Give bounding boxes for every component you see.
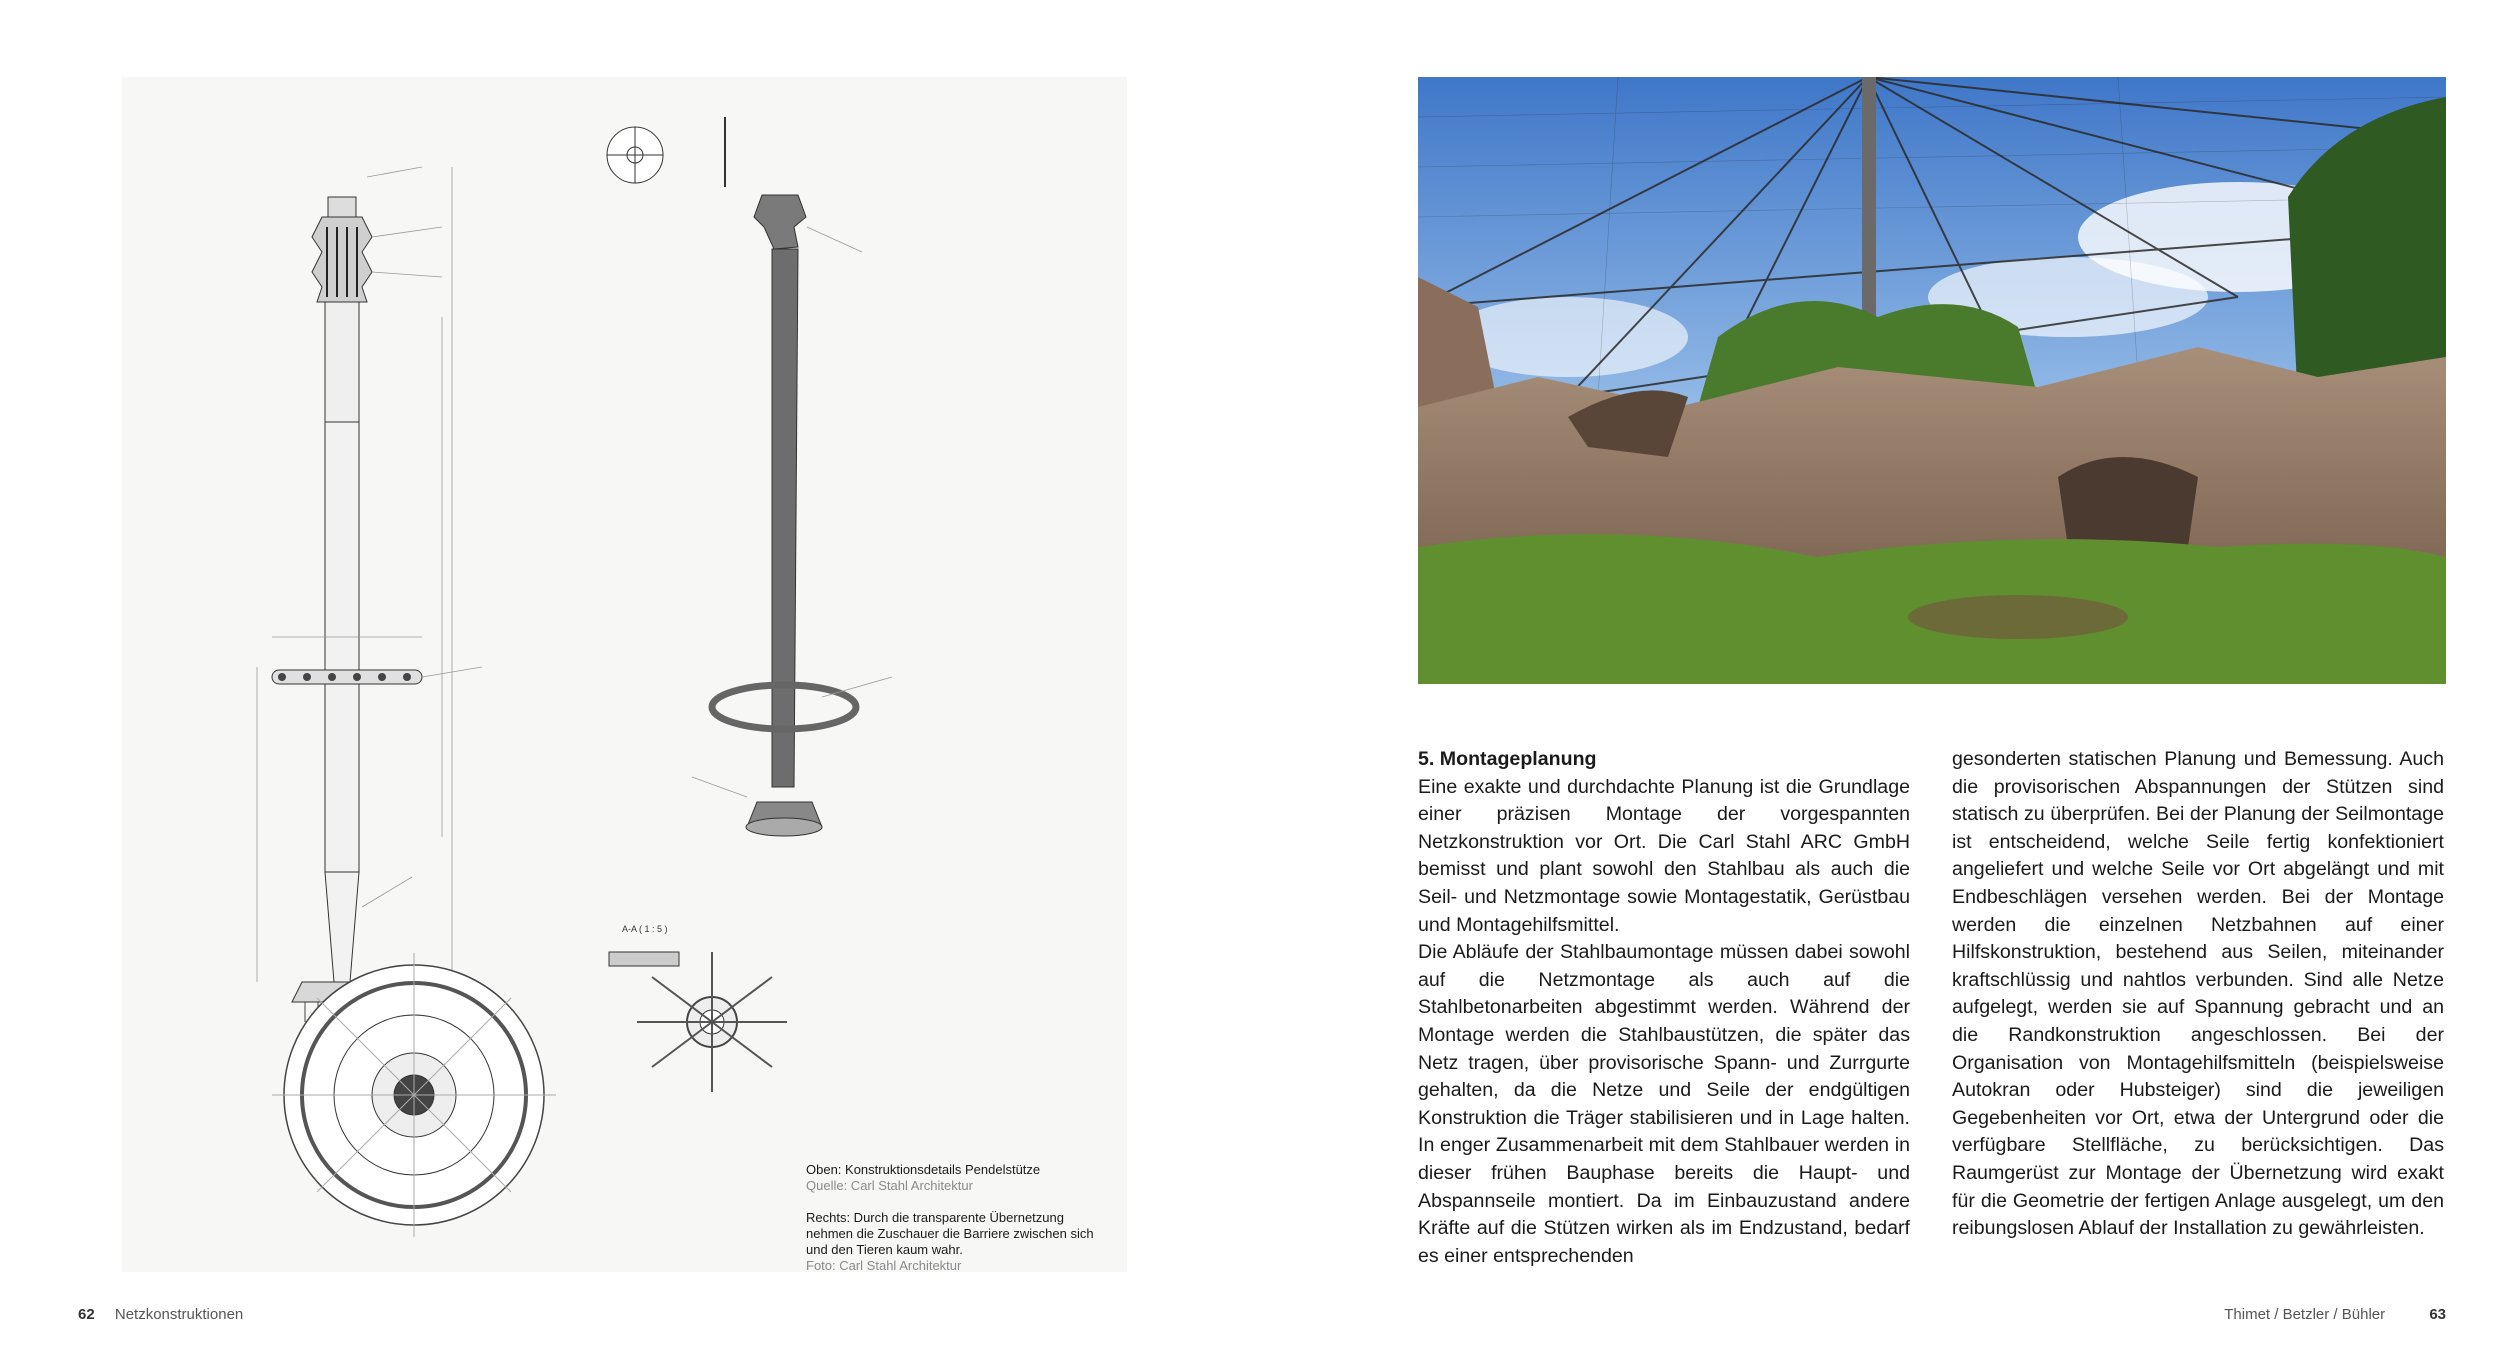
article-column-left xyxy=(1418,746,1910,1270)
footer-right xyxy=(2224,1306,2446,1323)
top-detail xyxy=(607,117,725,187)
figure-caption xyxy=(806,1162,1106,1274)
caption-line2: Rechts: Durch die transparente Übernetzung nehmen die Zuschauer die Barriere zwischen sich und den Tieren kaum wahr. xyxy=(806,1210,1094,1257)
right-running-authors: Thimet / Betzler / Bühler xyxy=(2224,1306,2386,1323)
article-heading: 5. Montageplanung xyxy=(1418,748,1597,770)
left-page-number: 62 xyxy=(78,1306,95,1323)
column-elevation xyxy=(257,167,482,1022)
article-column-right xyxy=(1952,746,2444,1243)
section-label: A-A ( 1 : 5 ) xyxy=(622,924,668,934)
right-page-number: 63 xyxy=(2429,1306,2446,1323)
drawing-svg xyxy=(122,77,1127,1272)
footer-left xyxy=(78,1306,243,1323)
column-3d xyxy=(692,195,892,836)
technical-drawing xyxy=(122,77,1127,1272)
caption-source1: Quelle: Carl Stahl Architektur xyxy=(806,1178,973,1193)
article-paragraph-2a: Die Abläufe der Stahlbaumontage müssen dabei sowohl auf die Netzmontage als auch auf die Stahlbetonarbeiten abgestimmt werden. Während der Montage werden die Stahlbaustützen, die später das Netz tragen, über provisorische Spann- und Zurrgurte gehalten, da die Netze und Seile der endgültigen Konstruktion die Träger stabilisieren und in Lage halten. In enger Zusammenarbeit mit dem Stahlbauer werden in dieser frühen Bauphase bereits die Haupt- und Abspannseile montiert. Da im Einbauzustand andere Kräfte auf die Stützen wirken als im Endzustand, bedarf es einer entsprechenden xyxy=(1418,941,1910,1267)
article-paragraph-2b: gesonderten statischen Planung und Bemessung. Auch die provisorischen Abspannungen der Stützen sind statisch zu überprüfen. Bei der Planung der Seilmontage ist entscheidend, welche Seile fertig konfektioniert angeliefert und welche Seile vor Ort abgelängt und mit Endbeschlägen versehen werden. Bei der Montage werden die einzelnen Netzbahnen auf einer Hilfskonstruktion, bestehend aus Seilen, miteinander kraftschlüssig und nahtlos verbunden. Sind alle Netze aufgelegt, werden sie auf Spannung gebracht und an die Randkonstruktion angeschlossen. Bei der Organisation von Montagehilfsmitteln (beispielsweise Autokran oder Hubsteiger) sind die jeweiligen Gegebenheiten vor Ort, etwa der Untergrund oder die verfügbare Stellfläche, zu berücksichtigen. Das Raumgerüst zur Montage der Übernetzung wird exakt für die Geometrie der fertigen Anlage ausgelegt, um den reibungslosen Ablauf der Installation zu gewährleisten. xyxy=(1952,748,2444,1240)
photo-svg xyxy=(1418,77,2446,684)
caption-line1: Oben: Konstruktionsdetails Pendelstütze xyxy=(806,1162,1041,1177)
article-paragraph-1: Eine exakte und durchdachte Planung ist die Grundlage einer präzisen Montage der vorgespannten Netzkonstruktion vor Ort. Die Carl Stahl ARC GmbH bemisst und plant sowohl den Stahlbau als auch die Seil- und Netzmontage sowie Montagestatik, Gerüstbau und Montagehilfsmittel. xyxy=(1418,775,1910,936)
caption-source2: Foto: Carl Stahl Architektur xyxy=(806,1258,962,1273)
enclosure-photo xyxy=(1418,77,2446,684)
section-detail xyxy=(609,952,787,1092)
left-running-title: Netzkonstruktionen xyxy=(114,1306,244,1323)
